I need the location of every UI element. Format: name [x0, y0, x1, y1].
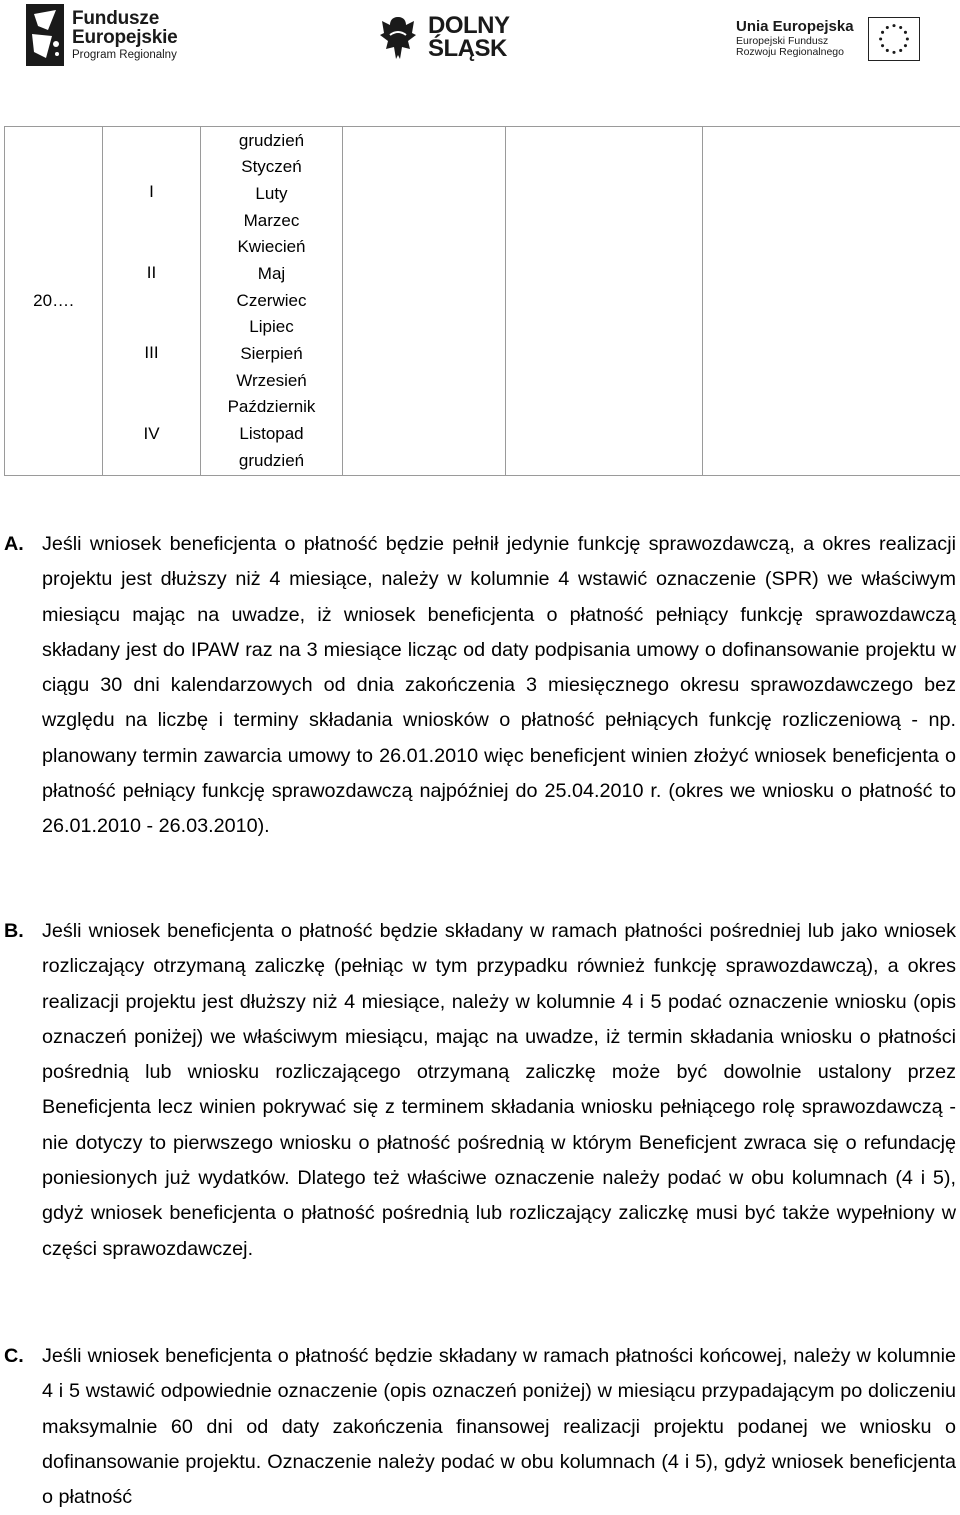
year-label: 20…. [5, 291, 102, 311]
month-label: grudzień [201, 128, 342, 155]
paragraph-b [4, 914, 956, 1267]
ue-line3: Rozwoju Regionalnego [736, 47, 854, 59]
paragraph-text: Jeśli wniosek beneficjenta o płatność będzie składany w ramach płatności końcowej, należy w kolumnie 4 i 5 wstawić odpowiednie oznaczenie (opis oznaczeń poniżej) w miesiącu przypadającym po doliczeniu maksymalnie 60 dni od daty zakończenia finansowej realizacji projektu podanej we wniosku o dofinansowanie projektu. Oznaczenie należy podać w obu kolumnach (4 i 5), gdyż wniosek beneficjenta o płatność [42, 1339, 956, 1515]
month-label: Lipiec [201, 314, 342, 341]
empty-cell [703, 127, 960, 476]
empty-cell [343, 127, 506, 476]
paragraph-marker: A. [4, 527, 24, 562]
month-label: Marzec [201, 208, 342, 235]
schedule-table [4, 126, 960, 476]
ds-line2: ŚLĄSK [428, 38, 510, 61]
fe-mark-icon [26, 4, 64, 66]
month-label: Maj [201, 261, 342, 288]
month-label: Październik [201, 394, 342, 421]
paragraph-marker: C. [4, 1339, 24, 1374]
month-label: grudzień [201, 448, 342, 475]
quarter-label: I [103, 182, 200, 202]
month-label: Listopad [201, 421, 342, 448]
month-label: Czerwiec [201, 288, 342, 315]
month-label: Luty [201, 181, 342, 208]
paragraph-marker: B. [4, 914, 24, 949]
quarter-cell [103, 127, 201, 476]
months-cell [201, 127, 343, 476]
eagle-crest-icon [378, 13, 418, 63]
eu-flag-icon [868, 17, 920, 61]
fundusze-europejskie-logo [26, 4, 178, 66]
quarter-label: IV [103, 424, 200, 444]
month-label: Sierpień [201, 341, 342, 368]
month-label: Wrzesień [201, 368, 342, 395]
month-label: Kwiecień [201, 234, 342, 261]
ds-line1: DOLNY [428, 15, 510, 38]
month-label: Styczeń [201, 154, 342, 181]
ue-line1: Unia Europejska [736, 19, 854, 36]
table-row [5, 127, 960, 476]
dolny-slask-logo [378, 12, 510, 64]
fe-line2: Europejskie [72, 28, 178, 47]
fe-line3: Program Regionalny [72, 50, 178, 62]
ue-line2: Europejski Fundusz [736, 36, 854, 48]
paragraph-text: Jeśli wniosek beneficjenta o płatność będzie składany w ramach płatności pośredniej lub jako wniosek rozliczający otrzymaną zaliczkę (pełniąc w tym przypadku również funkcję sprawozdawczą), a okres realizacji projektu jest dłuższy niż 4 miesiące, należy w kolumnie 4 i 5 podać oznaczenie wniosku (opis oznaczeń poniżej) we właściwym miesiącu, mając na uwadze, iż termin składania wniosku o płatności pośrednią lub wniosku rozliczającego otrzymaną zaliczkę może być dowolnie ustalony przez Beneficjenta lecz winien pokrywać się z terminem składania wniosku pełniącego rolę sprawozdawczą - nie dotyczy to pierwszego wniosku o płatność pośrednią w którym Beneficjent zwraca się o refundację poniesionych już wydatków. Dlatego też właściwe oznaczenie należy podać w obu kolumnach (4 i 5), gdyż wniosek beneficjenta o płatność pośrednią lub rozliczający zaliczkę musi być także wypełniony w części sprawozdawczej. [42, 914, 956, 1267]
header-logos [0, 0, 960, 80]
quarter-label: II [103, 263, 200, 283]
paragraph-c [4, 1339, 956, 1515]
fe-line1: Fundusze [72, 9, 178, 28]
paragraph-text: Jeśli wniosek beneficjenta o płatność będzie pełnił jedynie funkcję sprawozdawczą, a okres realizacji projektu jest dłuższy niż 4 miesiące, należy w kolumnie 4 wstawić oznaczenie (SPR) we właściwym miesiącu mając na uwadze, iż wniosek beneficjenta o płatność pełniący funkcję sprawozdawczą składany jest do IPAW raz na 3 miesiące licząc od daty podpisania umowy o dofinansowanie projektu w ciągu 30 dni kalendarzowych od dnia zakończenia 3 miesięcznego okresu sprawozdawczego bez względu na liczbę i terminy składania wniosków o płatność pełniących funkcję rozliczeniową - np. planowany termin zawarcia umowy to 26.01.2010 więc beneficjent winien złożyć wniosek beneficjenta o płatność pełniący funkcję sprawozdawczą najpóźniej do 25.04.2010 r. (okres we wniosku o płatność to 26.01.2010 - 26.03.2010). [42, 527, 956, 845]
empty-cell [506, 127, 703, 476]
paragraph-a [4, 527, 956, 845]
quarter-label: III [103, 343, 200, 363]
year-cell [5, 127, 103, 476]
unia-europejska-logo [736, 16, 920, 62]
